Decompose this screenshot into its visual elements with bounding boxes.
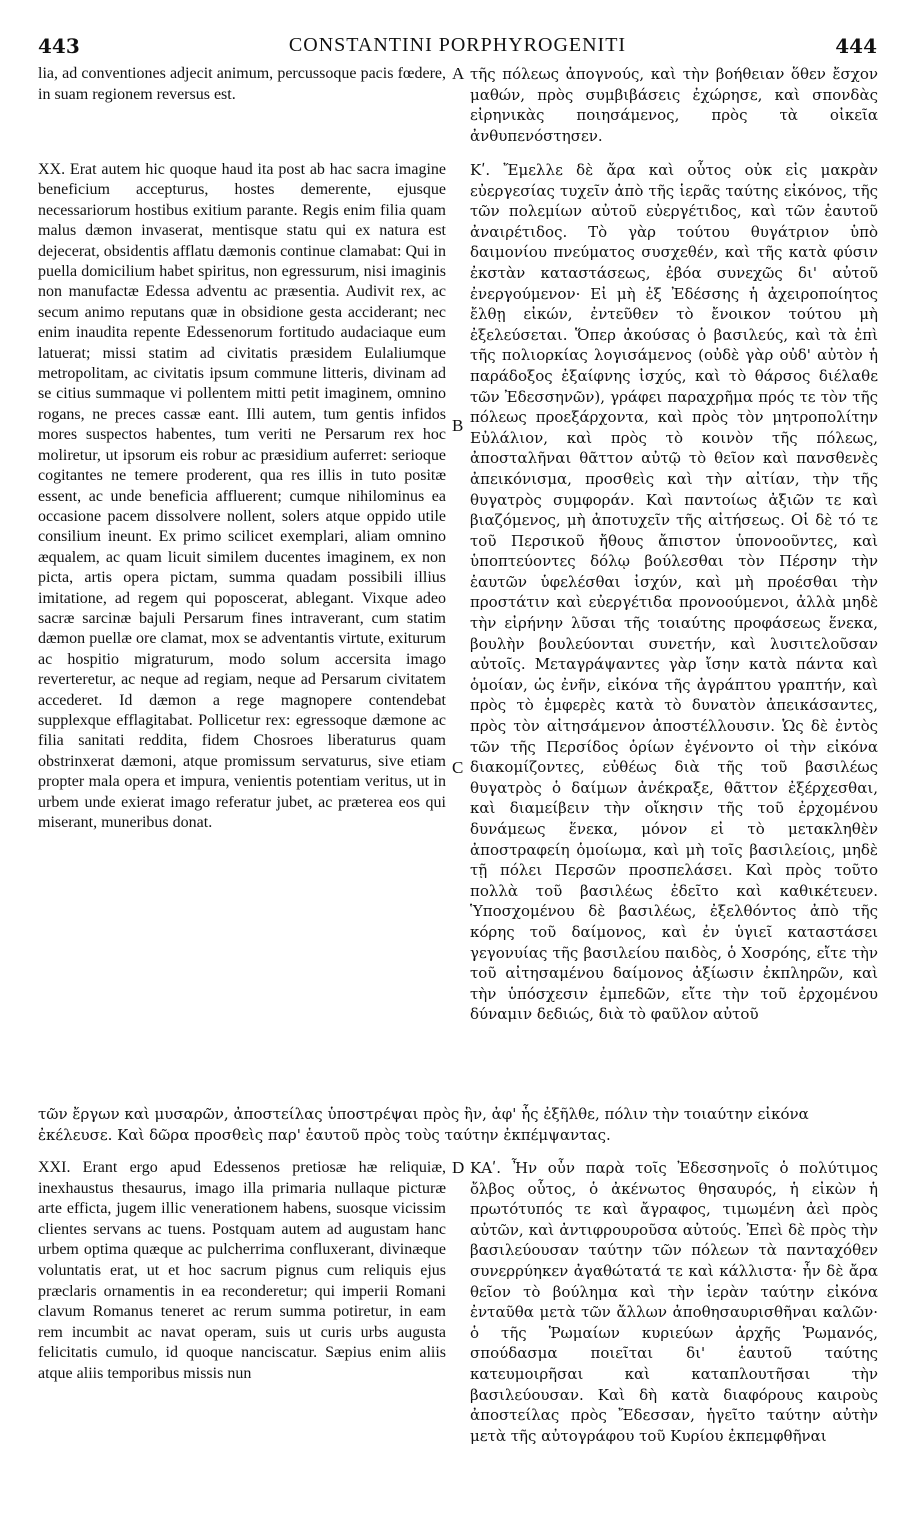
running-title: CONSTANTINI PORPHYROGENITI xyxy=(288,34,627,56)
page-number-left: 443 xyxy=(38,34,80,58)
latin-paragraph-3 xyxy=(38,1158,446,1385)
margin-letter-b: B xyxy=(452,416,464,435)
latin-paragraph-2 xyxy=(38,160,446,833)
running-header xyxy=(38,34,877,62)
margin-letter-d: D xyxy=(452,1158,465,1177)
spanning-greek-line xyxy=(38,1104,878,1146)
greek-paragraph-2 xyxy=(470,160,878,1025)
latin-text: XXI. Erant ergo apud Edessenos pretiosæ hæ reliquiæ, inexhaustus thesaurus, imago illa primaria nullaque picturæ arte efficta, jugem illic venerationem habens, suosque vicissim clientes servans ac tuens. Postquam autem ad augustam hanc urbem optima quæque ac pulcherrima confluxerant, divinæque voluntatis erat, ut et hoc sacrum pignus cum reliquis ejus præclaris ornamentis in ea reconderetur; qui imperii Romani clavum Romanus teneret ac rerum summa potiretur, in eam rem incumbit ac navat operam, suis ut curis urbs augusta felicitatis cumulo, id quoque nanciscatur. Sæpius enim aliis atque aliis temporibus missis nun xyxy=(38,1159,446,1382)
greek-text: Κʹ. Ἔμελλε δὲ ἄρα καὶ οὗτος οὐκ εἰς μακρὰν εὐεργεσίας τυχεῖν ἀπὸ τῆς ἱερᾶς ταύτης εἰκόνος, τῆς τῶν πολεμίων αὐτοῦ εὐεργέτιδος, καὶ τῶν ἑαυτοῦ ἀναιρέτιδος. Τὸ γὰρ τούτου θυγάτριον ὑπὸ δαιμονίου πνεύματος συσχεθέν, καὶ τῆς κατὰ φύσιν ἐκστὰν καταστάσεως, ἐβόα συνεχῶς δι' αὐτοῦ ἐνεργούμενον· Εἰ μὴ ἐξ Ἐδέσσης ἡ ἀχειροποίητος ἔλθῃ εἰκών, ἐντεῦθεν τὸ ἔνοικον τούτου μὴ ἐξελεύσεται. Ὅπερ ἀκούσας ὁ βασιλεύς, καὶ τὰ ἐπὶ τῆς πολιορκίας λογισάμενος (οὐδὲ γὰρ οὐδ' αὐτὸν ἡ παράδοξος ἐξαίφνης ἰσχύς, καὶ τὸ θάρσος διέλαθε τῶν Ἐδεσσηνῶν), γράφει παραχρῆμα πρός τε τὸν τῆς πόλεως προεξάρχοντα, καὶ πρὸς τὸν μητροπολίτην Εὐλάλιον, καὶ πρὸς τὸ κοινὸν τῆς πόλεως, ἀποσταλῆναι θᾶττον αὐτῷ τὸ θεῖον καὶ πανσθενὲς ἀπεικόνισμα, προσθεὶς καὶ τὴν αἰτίαν, τὴν τῆς θυγατρὸς συμφοράν. Καὶ παντοίως ἀξιῶν τε καὶ βιαζόμενος, μὴ ἀποτυχεῖν τῆς αἰτήσεως. Οἱ δὲ τό τε τοῦ Περσικοῦ ἤθους ἄπιστον ὑπονοοῦντες, καὶ ὑποπτεύοντες δόλῳ βούλεσθαι τὸν Πέρσην τὴν ἑαυτῶν ὑφελέσθαι ἰσχύν, καὶ μὴ προέσθαι τὴν προστάτιν καὶ εὐεργέτιδα προνοούμενοι, ἀλλὰ μηδὲ τὴν εἰρήνην λῦσαι τῆς τοιαύτης προφάσεως ἕνεκα, βουλὴν βουλεύονται συνετήν, καὶ λυσιτελοῦσαν αὐτοῖς. Μεταγράψαντες γὰρ ἴσην κατὰ πάντα καὶ ὁμοίαν, ὡς ἐνῆν, εἰκόνα τῆς ἀγράπτου γραπτήν, καὶ πρὸς τὸ ἐμφερὲς κατὰ τὸ δυνατὸν ἀπεικάσαντες, πρὸς τὸν αἰτησάμενον ἀποστέλλουσιν. Ὡς δὲ ἐντὸς τῶν τῆς Περσίδος ὁρίων ἐγένοντο οἱ τὴν εἰκόνα διακομίζοντες, εὐθέως διὰ τῆς τοῦ βασιλέως θυγατρὸς ὁ δαίμων ἀνέκραξε, θᾶττον ἐξέρχεσθαι, καὶ διαμείβειν τὴν οἴκησιν τῆς τοῦ ἐρχομένου δυνάμεως ἕνεκα, μόνον εἰ τὸ μετακληθὲν ἀποστραφείη ὁμοίωμα, καὶ μὴ τοῖς βασιλείοις, μηδὲ τῇ πόλει Περσῶν προσπελάσει. Καὶ πρὸς τοῦτο πολλὰ τοῦ βασιλέως ἐδεῖτο καὶ καθικέτευεν. Ὑποσχομένου δὲ βασιλέως, ἐξελθόντος ἀπὸ τῆς κόρης τοῦ δαίμονος, καὶ ἐν ὑγιεῖ καταστάσει γεγονυίας τῆς βασιλείου παιδὸς, ὁ Χοσρόης, εἴτε τὴν τοῦ αἰτησαμένου δαίμονος ἀξίωσιν ἐκπληρῶν, καὶ τὴν ὑπόσχεσιν ἐμπεδῶν, εἴτε τὴν τοῦ ἐρχομένου δύναμιν δεδιώς, διὰ τὸ φαῦλον αὐτοῦ xyxy=(470,161,878,1024)
latin-paragraph-1 xyxy=(38,64,446,105)
latin-text: XX. Erat autem hic quoque haud ita post ab hac sacra imagine beneficium accepturus, hostes demerente, ejusque necessariorum hostibus exitium parante. Regis enim filia quam malus dæmon invaserat, mentisque statu qui ex natura est dejecerat, obsidentis afflatu dæmonis continue clamabat: Qui in puella domicilium habet spiritus, non egressurum, nisi imaginis non manufactæ Edessa adventu ac præsentia. Audivit rex, ac secum animo reputans quæ in obsidione gesta acciderant; nec enim inaudita repente Edessenorum fortitudo audaciaque eum latuerat; missi statim ad civitatis præsidem Eulaliumque metropolitam, ac civitatis ipsum commune litteris, divinam ad se citius summaque vi pollentem mitti petit imaginem, omnino rogans, ne preces cassæ eant. Illi autem, tum gentis infidos mores suspectos habentes, tum veriti ne Persarum rex hoc moliretur, ut ipsorum eis robur ac præsidium auferret: serioque cogitantes ne temere proderent, qua res illis in tuto positæ essent, ac unde beneficia affluerent; cumque nihilominus ea occasione pacem dissolvere nollent, solers atque oppido utile consilium ineunt. Ex primo scilicet exemplari, aliam omnino æqualem, ac quam licuit similem ducentes imaginem, ex non picta, artis opera pictam, summa quadam possibili illius imitatione, ad regem qui poposcerat, ablegant. Vixque adeo sacræ sarcinæ bajuli Persarum fines intraverant, cum statim dæmon puellæ ore clamat, mox se adventantis virtute, exiturum ac hospitio migraturum, modo solum accersita imago reverteretur, ac neque ad regiam, neque ad Persarum civitatem accederet. Id dæmon a rege magnopere contendebat supplexque efflagitabat. Pollicetur rex: egressoque dæmone ac filia sanitati reddita, fidem Chosroes liberaturus quam obstrinxerat dæmoni, atque promissum servaturus, sive etiam propter mala opera et impura, venientis potentiam veritus, ut in urbem unde exierat imago referatur jubet, ac præterea eos qui miserant, muneribus donat. xyxy=(38,161,446,831)
greek-text: ΚΑʹ. Ἦν οὖν παρὰ τοῖς Ἐδεσσηνοῖς ὁ πολύτιμος ὄλβος οὗτος, ὁ ἀκένωτος θησαυρός, ἡ εἰκὼν ἡ πρωτότυπός τε καὶ ἄγραφος, τιμωμένη ἀεὶ πρὸς αὐτῶν, καὶ ἀντιφρουροῦσα αὐτούς. Ἐπεὶ δὲ πρὸς τὴν βασιλεύουσαν ταύτην τῶν πόλεων τὰ πανταχόθεν συνερρύηκεν ἀγαθώτατά τε καὶ κάλλιστα· ἦν δὲ ἄρα θεῖον τὸ βούλημα καὶ τὴν ἱερὰν ταύτην εἰκόνα ἐνταῦθα μετὰ τῶν ἄλλων ἀποθησαυρισθῆναι καλῶν· ὁ τῆς Ῥωμαίων κυριεύων ἀρχῆς Ῥωμανός, σπούδασμα ποιεῖται δι' ἑαυτοῦ ταύτης κατευμοιρῆσαι καὶ καταπλουτῆσαι τὴν βασιλεύουσαν. Καὶ δὴ κατὰ διαφόρους καιροὺς ἀποστείλας πρὸς Ἔδεσσαν, ἡγεῖτο ταύτην αὐτὴν μετὰ τῆς αὐτογράφου τοῦ Κυρίου ἐκπεμφθῆναι xyxy=(470,1159,878,1445)
greek-text: τῶν ἔργων καὶ μυσαρῶν, ἀποστείλας ὑποστρέψαι πρὸς ἣν, ἀφ' ἧς ἐξῆλθε, πόλιν τὴν τοιαύτην εἰκόνα ἐκέλευσε. Καὶ δῶρα προσθεὶς παρ' ἑαυτοῦ πρὸς τοὺς ταύτην ἐκπέμψαντας. xyxy=(38,1105,809,1144)
greek-paragraph-3 xyxy=(470,1158,878,1446)
latin-text: lia, ad conventiones adjecit animum, percussoque pacis fœdere, in suam regionem reversus est. xyxy=(38,65,446,103)
margin-letter-a: A xyxy=(452,64,465,83)
greek-text: τῆς πόλεως ἀπογνούς, καὶ τὴν βοήθειαν ὅθεν ἔσχον μαθών, πρὸς συμβιβάσεις ἐχώρησε, καὶ σπονδὰς εἰρηνικὰς ποιησάμενος, πρὸς τὰ οἰκεῖα ἀνθυπενόστησεν. xyxy=(470,65,878,145)
greek-paragraph-1 xyxy=(470,64,878,146)
page-number-right: 444 xyxy=(835,34,877,58)
margin-letter-c: C xyxy=(452,758,464,777)
